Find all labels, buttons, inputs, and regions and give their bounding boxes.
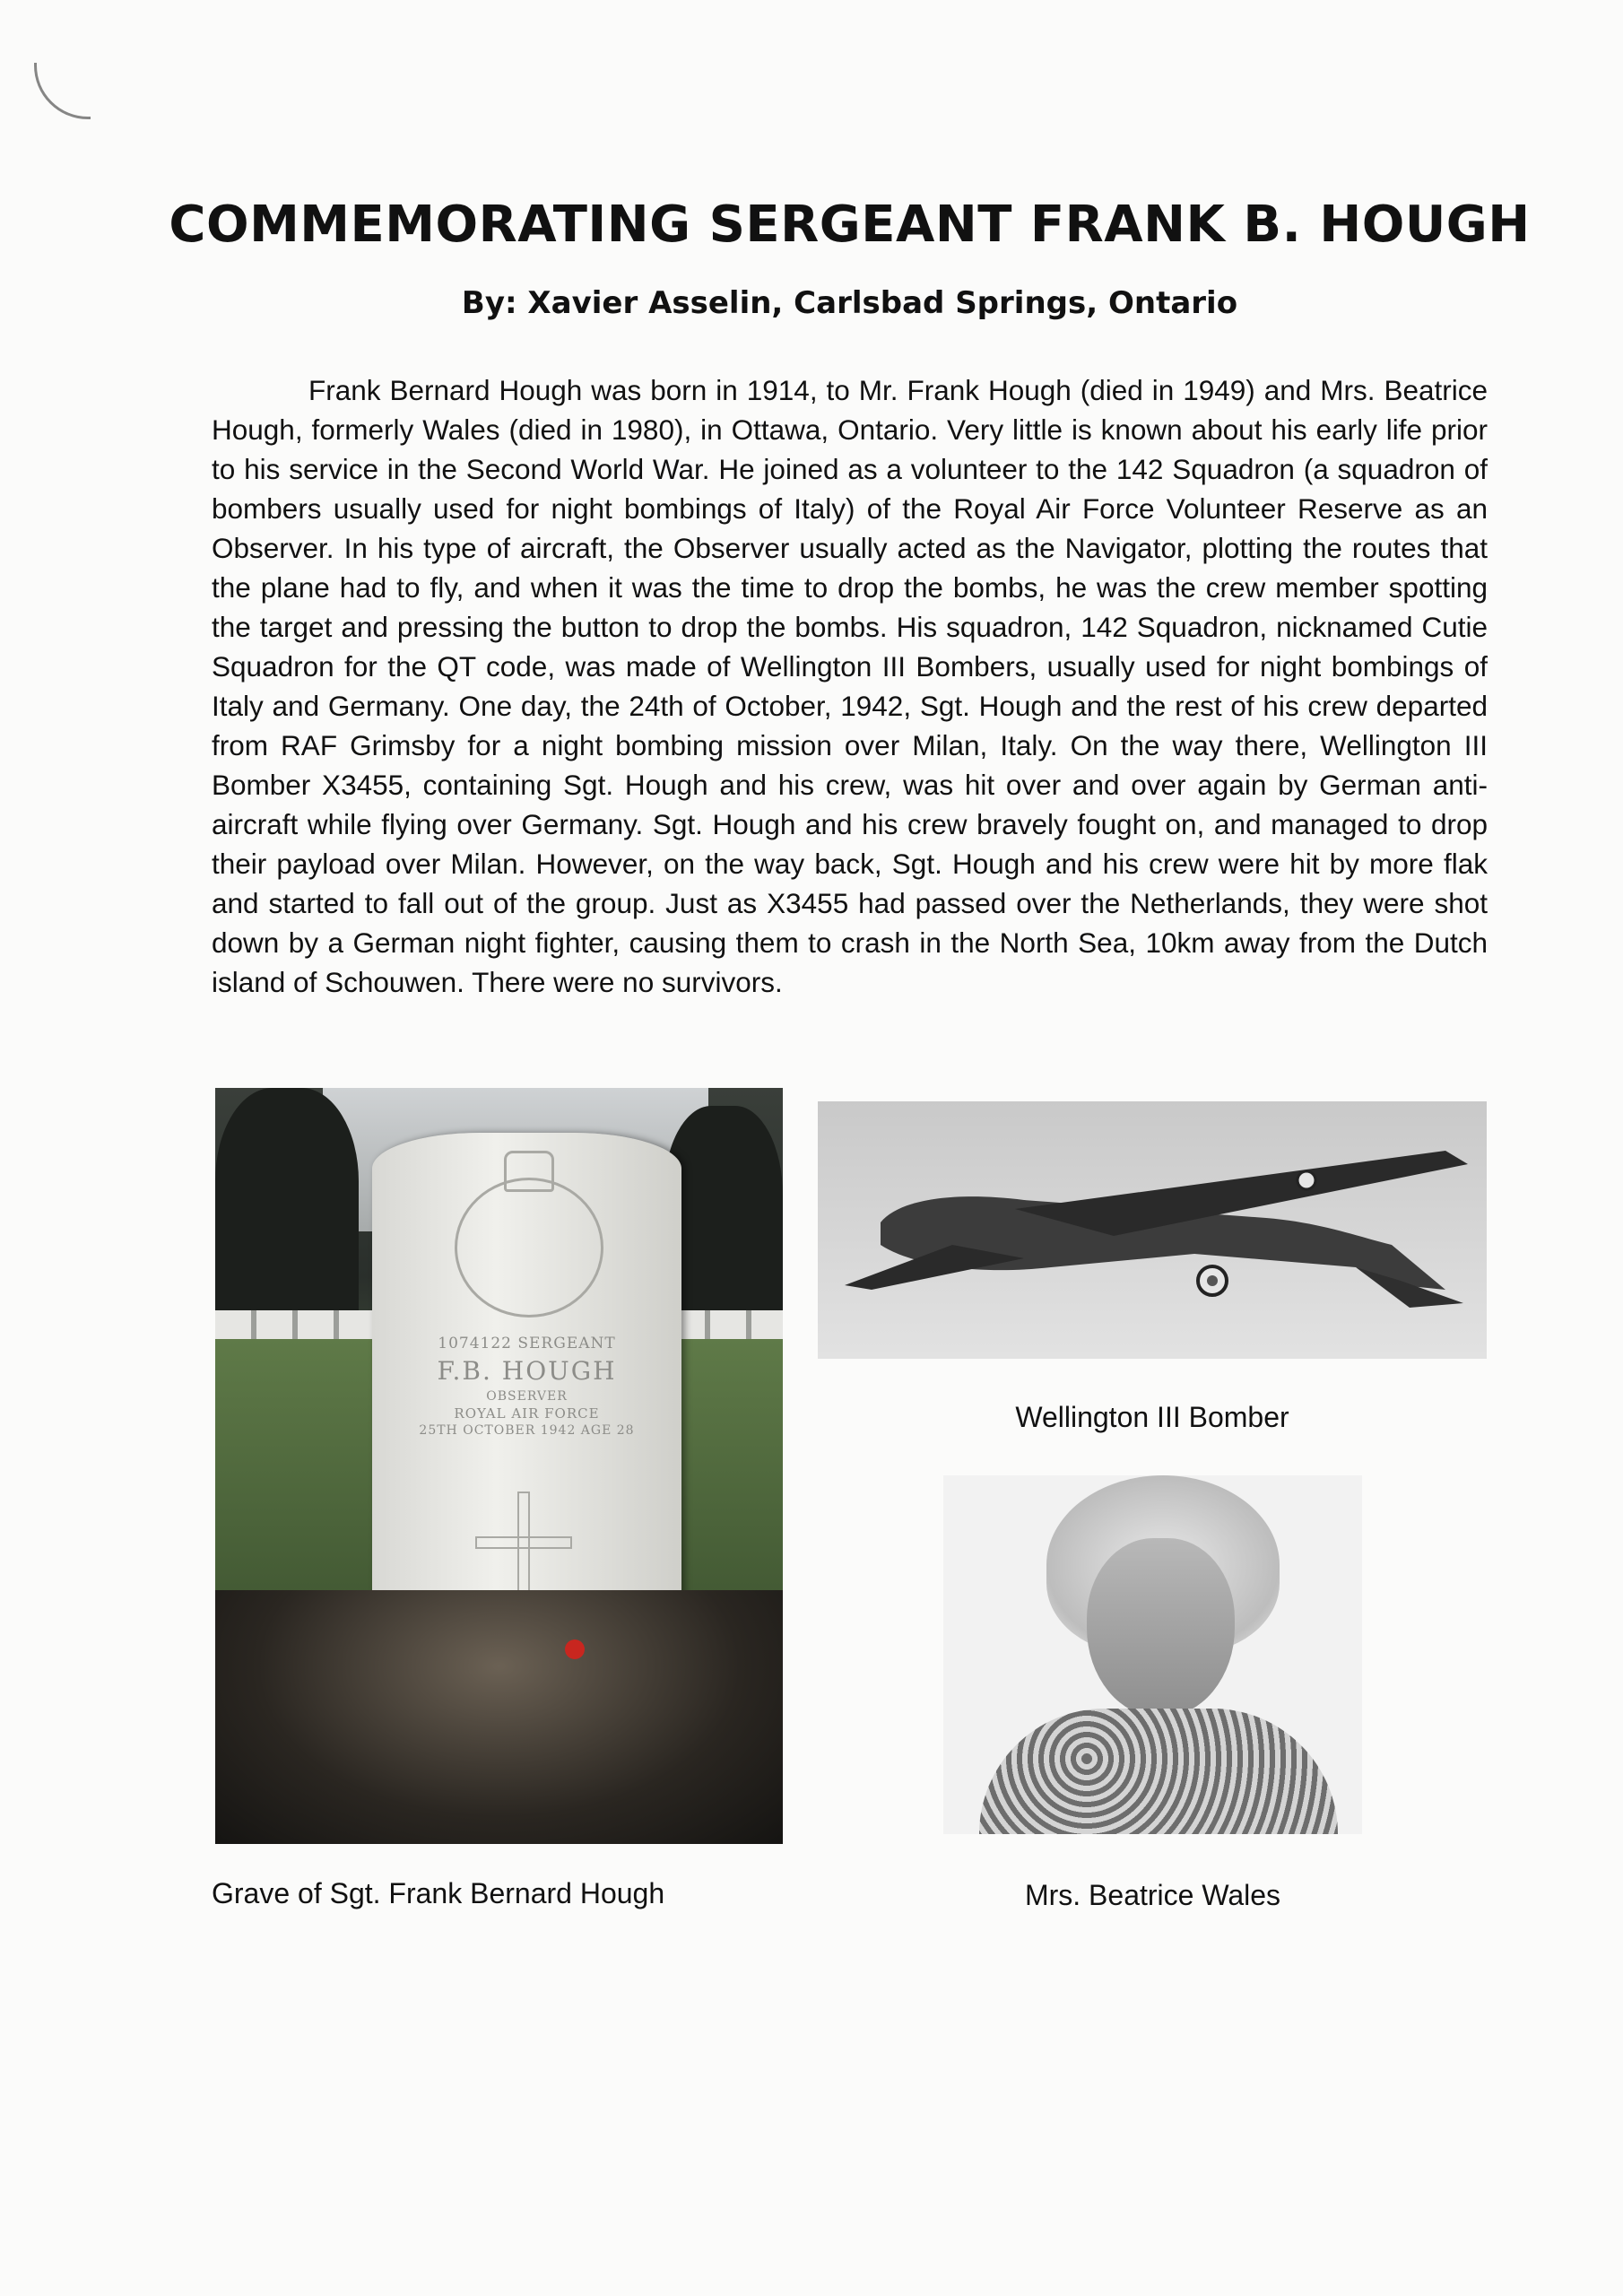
headstone-inscription bbox=[390, 1335, 664, 1438]
inscription-date: 25TH OCTOBER 1942 AGE 28 bbox=[419, 1423, 635, 1438]
face bbox=[1087, 1538, 1235, 1718]
raf-badge-emblem bbox=[455, 1178, 603, 1318]
portrait-photo bbox=[943, 1475, 1362, 1834]
cross-horizontal bbox=[475, 1536, 572, 1549]
inscription-name: F.B. HOUGH bbox=[437, 1356, 617, 1386]
staple-mark bbox=[34, 63, 91, 119]
inscription-service-number: 1074122 SERGEANT bbox=[438, 1335, 616, 1352]
bomber-silhouette bbox=[818, 1101, 1487, 1359]
poppy-icon bbox=[565, 1639, 585, 1659]
inscription-unit: ROYAL AIR FORCE bbox=[454, 1405, 600, 1422]
blouse bbox=[979, 1709, 1338, 1834]
inscription-role: OBSERVER bbox=[486, 1389, 568, 1404]
plane-caption: Wellington III Bomber bbox=[1015, 1401, 1289, 1433]
grave-caption: Grave of Sgt. Frank Bernard Hough bbox=[212, 1877, 665, 1909]
grave-photo bbox=[215, 1088, 783, 1844]
portrait-caption: Mrs. Beatrice Wales bbox=[1024, 1879, 1281, 1911]
tree bbox=[215, 1088, 359, 1321]
page-title: COMMEMORATING SERGEANT FRANK B. HOUGH bbox=[169, 196, 1531, 254]
shrubs bbox=[215, 1590, 783, 1844]
article-body: Frank Bernard Hough was born in 1914, to Mr. Frank Hough (died in 1949) and Mrs. Beatrice Hough, formerly Wales (died in 1980), in Ottawa, Ontario. Very little is known about his early life prior to his service in the Second World War. He joined as a volunteer to the 142 Squadron (a squadron of bombers usually used for night bombings of Italy) of the Royal Air Force Volunteer Reserve as an Observer. In his type of aircraft, the Observer usually acted as the Navigator, plotting the routes that the plane had to fly, and when it was the time to drop the bombs, he was the crew member spotting the target and pressing the button to drop the bombs. His squadron, 142 Squadron, nicknamed Cutie Squadron for the QT code, was made of Wellington III Bombers, usually used for night bombings of Italy and Germany. One day, the 24th of October, 1942, Sgt. Hough and the rest of his crew departed from RAF Grimsby for a night bombing mission over Milan, Italy. On the way there, Wellington III Bomber X3455, containing Sgt. Hough and his crew, was hit over and over again by German anti-aircraft while flying over Germany. Sgt. Hough and his crew bravely fought on, and managed to drop their payload over Milan. However, on the way back, Sgt. Hough and his crew were hit by more flak and started to fall out of the group. Just as X3455 had passed over the Netherlands, they were shot down by a German night fighter, causing them to crash in the North Sea, 10km away from the Dutch island of Schouwen. There were no survivors. bbox=[212, 374, 1488, 998]
plane-photo bbox=[818, 1101, 1487, 1359]
byline: By: Xavier Asselin, Carlsbad Springs, Ontario bbox=[461, 285, 1238, 321]
